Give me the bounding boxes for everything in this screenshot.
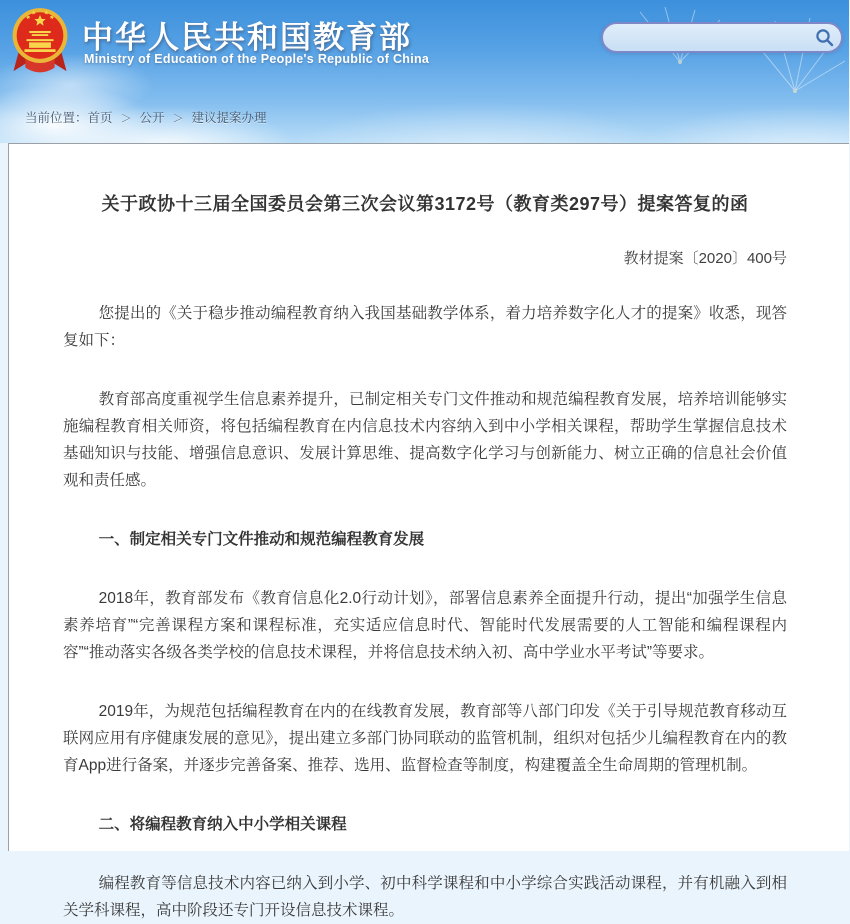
breadcrumb	[25, 108, 267, 126]
section-heading: 二、将编程教育纳入中小学相关课程	[98, 816, 347, 833]
dandelion-decoration	[740, 6, 850, 106]
paragraph: 编程教育等信息技术内容已纳入到小学、初中科学课程和中小学综合实践活动课程，并有机融入到相关学科课程，高中阶段还专门开设信息技术课程。	[63, 875, 787, 919]
search-box	[601, 22, 843, 53]
search-button[interactable]	[813, 24, 841, 51]
page-header	[0, 0, 849, 143]
header-row	[0, 0, 849, 95]
national-emblem-icon	[8, 4, 72, 78]
document-title: 关于政协十三届全国委员会第三次会议第3172号（教育类297号）提案答复的函	[101, 194, 749, 214]
site-subtitle: Ministry of Education of the People's Republic of China	[84, 52, 430, 66]
document-number: 教材提案〔2020〕400号	[623, 250, 787, 267]
breadcrumb-separator: ＞	[120, 113, 132, 125]
paragraph: 您提出的《关于稳步推动编程教育纳入我国基础教学体系，着力培养数字化人才的提案》收悉，现答复如下：	[63, 305, 787, 349]
paragraph: 2019年，为规范包括编程教育在内的在线教育发展，教育部等八部门印发《关于引导规范教育移动互联网应用有序健康发展的意见》，提出建立多部门协同联动的监管机制，组织对包括少儿编程教育在内的教育App进行备案，并逐步完善备案、推荐、选用、监督检查等制度，构建覆盖全生命周期的管理机制。	[63, 703, 787, 774]
document-body	[63, 300, 787, 924]
section-heading: 一、制定相关专门文件推动和规范编程教育发展	[98, 531, 425, 548]
breadcrumb-link-proposals[interactable]: 建议提案办理	[191, 111, 267, 125]
search-input[interactable]	[603, 24, 813, 51]
paragraph: 教育部高度重视学生信息素养提升，已制定相关专门文件推动和规范编程教育发展，培养培训能够实施编程教育相关师资，将包括编程教育在内信息技术内容纳入到中小学相关课程，帮助学生掌握信息技术基础知识与技能、增强信息意识、发展计算思维、提高数字化学习与创新能力、树立正确的信息社会价值观和责任感。	[63, 391, 787, 489]
site-title: 中华人民共和国教育部	[82, 20, 412, 55]
paragraph: 2018年，教育部发布《教育信息化2.0行动计划》，部署信息素养全面提升行动，提出“加强学生信息素养培育”“完善课程方案和课程标准，充实适应信息时代、智能时代发展需要的人工智能和编程课程内容”“推动落实各级各类学校的信息技术课程，并将信息技术纳入初、高中学业水平考试”等要求。	[63, 590, 787, 661]
breadcrumb-link-home[interactable]: 首页	[87, 111, 113, 125]
document-card	[8, 143, 849, 919]
breadcrumb-link-gongkai[interactable]: 公开	[139, 111, 165, 125]
breadcrumb-label: 当前位置：	[25, 111, 88, 125]
search-icon	[815, 28, 834, 47]
breadcrumb-separator: ＞	[172, 113, 184, 125]
